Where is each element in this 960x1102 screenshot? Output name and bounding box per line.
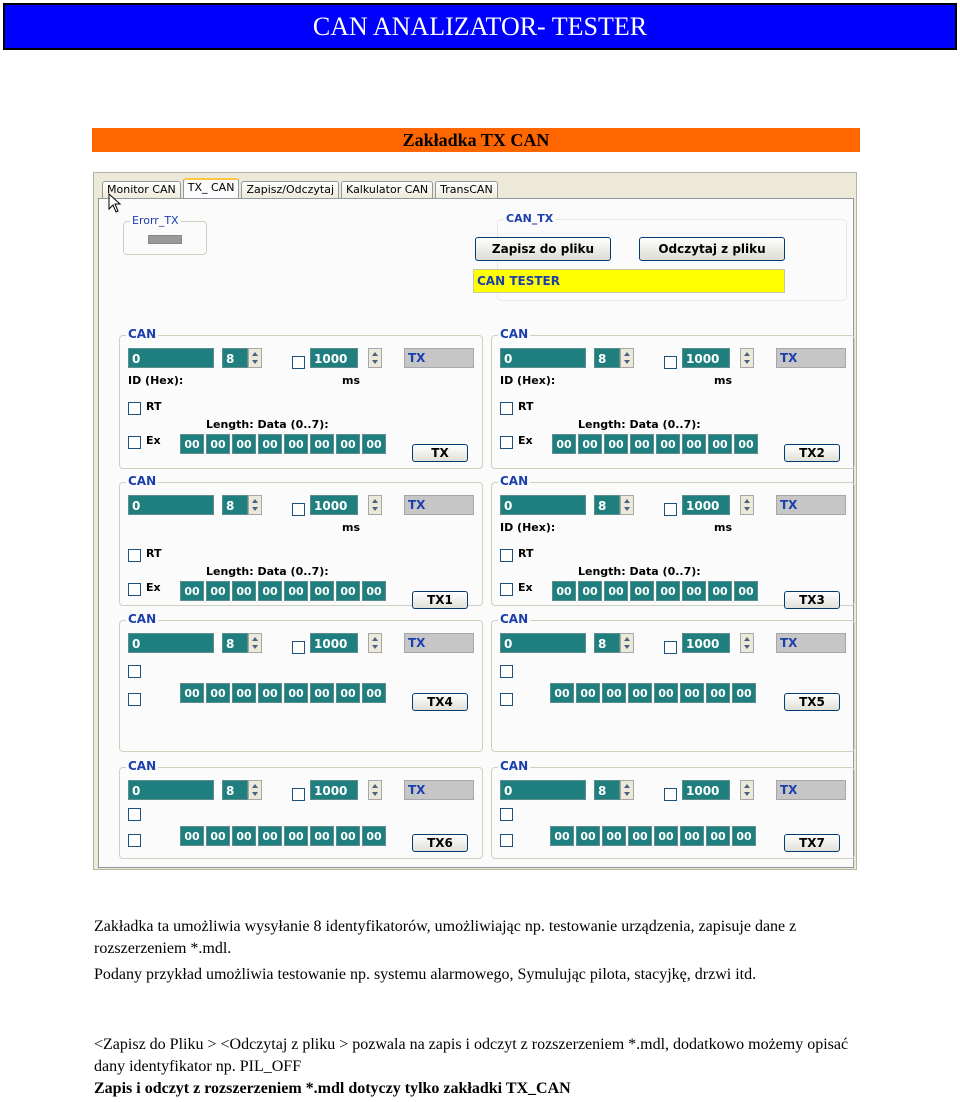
rt-checkbox[interactable] [500, 665, 513, 678]
interval-input[interactable]: 1000 [682, 348, 730, 368]
ex-checkbox[interactable] [128, 693, 141, 706]
data-byte-input[interactable]: 00 [682, 434, 706, 454]
can-panel [491, 612, 855, 752]
periodic-checkbox[interactable] [292, 356, 305, 369]
data-byte-input[interactable]: 00 [706, 826, 730, 846]
data-byte-input[interactable]: 00 [552, 434, 576, 454]
data-byte-input[interactable]: 00 [578, 581, 602, 601]
length-input[interactable]: 8 [222, 348, 248, 368]
load-from-file-button[interactable]: Odczytaj z pliku [639, 237, 785, 261]
data-byte-input[interactable]: 00 [576, 826, 600, 846]
data-byte-input[interactable]: 00 [550, 683, 574, 703]
can-panel [119, 327, 483, 469]
send-button[interactable]: TX6 [412, 834, 468, 852]
data-byte-input[interactable]: 00 [362, 683, 386, 703]
length-data-label: Length: Data (0..7): [206, 565, 329, 578]
can-panel-title: CAN [128, 759, 157, 773]
data-byte-input[interactable]: 00 [654, 826, 678, 846]
data-byte-input[interactable]: 00 [284, 826, 308, 846]
section-title: Zakładka TX CAN [92, 128, 860, 152]
length-input[interactable]: 8 [594, 348, 620, 368]
length-spinner-icon[interactable] [620, 633, 634, 653]
tab-transcan[interactable]: TransCAN [435, 181, 498, 199]
error-led [148, 235, 182, 244]
send-button[interactable]: TX2 [784, 444, 840, 462]
data-byte-input[interactable]: 00 [336, 826, 360, 846]
rt-checkbox[interactable] [128, 665, 141, 678]
tx-status-field: TX [404, 348, 474, 368]
data-byte-input[interactable]: 00 [656, 581, 680, 601]
data-bytes [180, 826, 388, 846]
paragraph-4: Zapis i odczyt z rozszerzeniem *.mdl dotyczy tylko zakładki TX_CAN [94, 1080, 571, 1097]
data-byte-input[interactable]: 00 [206, 683, 230, 703]
ms-label: ms [342, 374, 361, 387]
length-data-label: Length: Data (0..7): [578, 418, 701, 431]
send-button[interactable]: TX7 [784, 834, 840, 852]
id-input[interactable]: 0 [128, 780, 214, 800]
interval-input[interactable]: 1000 [310, 780, 358, 800]
data-bytes [550, 826, 758, 846]
data-byte-input[interactable]: 00 [180, 826, 204, 846]
data-byte-input[interactable]: 00 [180, 434, 204, 454]
data-byte-input[interactable]: 00 [628, 826, 652, 846]
data-bytes [552, 434, 760, 454]
data-byte-input[interactable]: 00 [232, 826, 256, 846]
data-byte-input[interactable]: 00 [310, 826, 334, 846]
interval-spinner-icon[interactable] [740, 780, 754, 800]
can-panel [491, 474, 855, 607]
ex-label: Ex [146, 581, 161, 594]
data-byte-input[interactable]: 00 [578, 434, 602, 454]
ex-checkbox[interactable] [128, 583, 141, 596]
data-byte-input[interactable]: 00 [310, 683, 334, 703]
mouse-cursor-icon [108, 193, 122, 213]
tx-status-field: TX [404, 633, 474, 653]
length-spinner-icon[interactable] [248, 780, 262, 800]
ex-label: Ex [146, 434, 161, 447]
length-input[interactable]: 8 [222, 780, 248, 800]
data-bytes [552, 581, 760, 601]
data-byte-input[interactable]: 00 [630, 581, 654, 601]
id-input[interactable]: 0 [500, 633, 586, 653]
rt-checkbox[interactable] [500, 402, 513, 415]
tx-status-field: TX [404, 780, 474, 800]
ex-checkbox[interactable] [500, 583, 513, 596]
paragraph-3: <Zapisz do Pliku > <Odczytaj z pliku > pozwala na zapis i odczyt z rozszerzeniem *.mdl, dodatkowo możemy opisać dany identyfikator np. PIL_OFF [94, 1036, 849, 1075]
save-to-file-button[interactable]: Zapisz do pliku [475, 237, 611, 261]
error-tx-group [123, 214, 207, 255]
interval-spinner-icon[interactable] [740, 348, 754, 368]
rt-checkbox[interactable] [500, 549, 513, 562]
length-input[interactable]: 8 [222, 495, 248, 515]
rt-label: RT [518, 547, 534, 560]
can-panel-title: CAN [500, 612, 529, 626]
id-hex-label: ID (Hex): [128, 374, 184, 387]
interval-input[interactable]: 1000 [682, 495, 730, 515]
tab-bar [102, 177, 500, 199]
length-spinner-icon[interactable] [620, 495, 634, 515]
interval-input[interactable]: 1000 [310, 348, 358, 368]
data-bytes [180, 683, 388, 703]
id-input[interactable]: 0 [500, 495, 586, 515]
data-byte-input[interactable]: 00 [284, 683, 308, 703]
length-spinner-icon[interactable] [248, 633, 262, 653]
data-byte-input[interactable]: 00 [180, 581, 204, 601]
data-byte-input[interactable]: 00 [654, 683, 678, 703]
data-byte-input[interactable]: 00 [284, 434, 308, 454]
can-tx-title: CAN_TX [506, 212, 554, 225]
length-spinner-icon[interactable] [248, 495, 262, 515]
ex-checkbox[interactable] [128, 834, 141, 847]
can-panel [491, 759, 855, 859]
data-byte-input[interactable]: 00 [206, 581, 230, 601]
data-byte-input[interactable]: 00 [682, 581, 706, 601]
ex-label: Ex [518, 581, 533, 594]
ex-checkbox[interactable] [500, 436, 513, 449]
data-byte-input[interactable]: 00 [734, 434, 758, 454]
length-data-label: Length: Data (0..7): [206, 418, 329, 431]
data-byte-input[interactable]: 00 [576, 683, 600, 703]
data-byte-input[interactable]: 00 [336, 683, 360, 703]
tx-status-field: TX [404, 495, 474, 515]
data-byte-input[interactable]: 00 [232, 434, 256, 454]
can-panel-title: CAN [128, 612, 157, 626]
data-byte-input[interactable]: 00 [602, 683, 626, 703]
interval-spinner-icon[interactable] [368, 348, 382, 368]
periodic-checkbox[interactable] [664, 503, 677, 516]
send-button[interactable]: TX4 [412, 693, 468, 711]
interval-input[interactable]: 1000 [310, 495, 358, 515]
periodic-checkbox[interactable] [292, 503, 305, 516]
length-input[interactable]: 8 [594, 633, 620, 653]
tab-can-calculator[interactable]: Kalkulator CAN [341, 181, 433, 199]
length-data-label: Length: Data (0..7): [578, 565, 701, 578]
rt-label: RT [518, 400, 534, 413]
id-input[interactable]: 0 [128, 633, 214, 653]
data-byte-input[interactable]: 00 [550, 826, 574, 846]
ex-checkbox[interactable] [500, 693, 513, 706]
data-byte-input[interactable]: 00 [656, 434, 680, 454]
id-input[interactable]: 0 [500, 348, 586, 368]
ms-label: ms [342, 521, 361, 534]
tab-monitor-can[interactable]: Monitor CAN [102, 181, 181, 199]
rt-label: RT [146, 547, 162, 560]
periodic-checkbox[interactable] [292, 641, 305, 654]
app-window [93, 172, 857, 870]
send-button[interactable]: TX1 [412, 591, 468, 609]
can-panel-title: CAN [500, 759, 529, 773]
data-byte-input[interactable]: 00 [362, 434, 386, 454]
length-spinner-icon[interactable] [620, 348, 634, 368]
data-byte-input[interactable]: 00 [362, 826, 386, 846]
interval-input[interactable]: 1000 [682, 780, 730, 800]
data-byte-input[interactable]: 00 [258, 683, 282, 703]
length-input[interactable]: 8 [594, 780, 620, 800]
send-button[interactable]: TX [412, 444, 468, 462]
data-byte-input[interactable]: 00 [552, 581, 576, 601]
data-bytes [180, 434, 388, 454]
data-byte-input[interactable]: 00 [734, 581, 758, 601]
data-byte-input[interactable]: 00 [258, 434, 282, 454]
interval-input[interactable]: 1000 [682, 633, 730, 653]
interval-spinner-icon[interactable] [740, 495, 754, 515]
data-byte-input[interactable]: 00 [680, 683, 704, 703]
ex-checkbox[interactable] [128, 436, 141, 449]
can-panel [119, 612, 483, 752]
data-byte-input[interactable]: 00 [602, 826, 626, 846]
send-button[interactable]: TX5 [784, 693, 840, 711]
periodic-checkbox[interactable] [664, 641, 677, 654]
id-input[interactable]: 0 [128, 348, 214, 368]
data-byte-input[interactable]: 00 [630, 434, 654, 454]
status-text-field[interactable]: CAN TESTER [473, 269, 785, 293]
data-byte-input[interactable]: 00 [680, 826, 704, 846]
can-panel [119, 759, 483, 859]
ms-label: ms [714, 374, 733, 387]
data-byte-input[interactable]: 00 [310, 581, 334, 601]
interval-spinner-icon[interactable] [368, 633, 382, 653]
data-byte-input[interactable]: 00 [604, 581, 628, 601]
length-spinner-icon[interactable] [248, 348, 262, 368]
data-byte-input[interactable]: 00 [206, 826, 230, 846]
interval-spinner-icon[interactable] [740, 633, 754, 653]
rt-label: RT [146, 400, 162, 413]
data-byte-input[interactable]: 00 [362, 581, 386, 601]
length-spinner-icon[interactable] [620, 780, 634, 800]
length-input[interactable]: 8 [594, 495, 620, 515]
data-byte-input[interactable]: 00 [706, 683, 730, 703]
length-input[interactable]: 8 [222, 633, 248, 653]
tx-status-field: TX [776, 780, 846, 800]
rt-checkbox[interactable] [128, 549, 141, 562]
can-panel-title: CAN [500, 327, 529, 341]
can-panel-title: CAN [500, 474, 529, 488]
rt-checkbox[interactable] [500, 808, 513, 821]
paragraph-2: Podany przykład umożliwia testowanie np. systemu alarmowego, Symulując pilota, stacyjkę, drzwi itd. [94, 966, 757, 983]
data-byte-input[interactable]: 00 [732, 683, 756, 703]
data-byte-input[interactable]: 00 [180, 683, 204, 703]
data-byte-input[interactable]: 00 [206, 434, 230, 454]
interval-spinner-icon[interactable] [368, 780, 382, 800]
data-byte-input[interactable]: 00 [232, 581, 256, 601]
data-byte-input[interactable]: 00 [708, 434, 732, 454]
data-byte-input[interactable]: 00 [258, 581, 282, 601]
can-panel [119, 474, 483, 607]
tx-status-field: TX [776, 633, 846, 653]
error-tx-title: Erorr_TX [132, 214, 179, 227]
send-button[interactable]: TX3 [784, 591, 840, 609]
data-bytes [550, 683, 758, 703]
tab-tx-can[interactable]: TX_ CAN [183, 178, 240, 199]
can-panel-title: CAN [128, 474, 157, 488]
data-byte-input[interactable]: 00 [732, 826, 756, 846]
data-byte-input[interactable]: 00 [336, 434, 360, 454]
id-hex-label: ID (Hex): [500, 521, 556, 534]
ex-checkbox[interactable] [500, 834, 513, 847]
tab-save-load[interactable]: Zapisz/Odczytaj [241, 181, 339, 199]
periodic-checkbox[interactable] [292, 788, 305, 801]
tx-status-field: TX [776, 348, 846, 368]
id-hex-label: ID (Hex): [500, 374, 556, 387]
data-byte-input[interactable]: 00 [232, 683, 256, 703]
data-bytes [180, 581, 388, 601]
data-byte-input[interactable]: 00 [604, 434, 628, 454]
can-panel-title: CAN [128, 327, 157, 341]
data-byte-input[interactable]: 00 [336, 581, 360, 601]
can-panel [491, 327, 855, 469]
periodic-checkbox[interactable] [664, 788, 677, 801]
tab-content [98, 198, 854, 868]
paragraph-1: Zakładka ta umożliwia wysyłanie 8 identyfikatorów, umożliwiając np. testowanie urządzenia, zapisuje dane z rozszerzeniem *.mdl. [94, 918, 797, 957]
id-input[interactable]: 0 [128, 495, 214, 515]
id-input[interactable]: 0 [500, 780, 586, 800]
data-byte-input[interactable]: 00 [708, 581, 732, 601]
tx-status-field: TX [776, 495, 846, 515]
interval-spinner-icon[interactable] [368, 495, 382, 515]
interval-input[interactable]: 1000 [310, 633, 358, 653]
data-byte-input[interactable]: 00 [310, 434, 334, 454]
data-byte-input[interactable]: 00 [284, 581, 308, 601]
ms-label: ms [714, 521, 733, 534]
data-byte-input[interactable]: 00 [628, 683, 652, 703]
ex-label: Ex [518, 434, 533, 447]
rt-checkbox[interactable] [128, 402, 141, 415]
periodic-checkbox[interactable] [664, 356, 677, 369]
page-banner: CAN ANALIZATOR- TESTER [3, 3, 957, 50]
rt-checkbox[interactable] [128, 808, 141, 821]
data-byte-input[interactable]: 00 [258, 826, 282, 846]
